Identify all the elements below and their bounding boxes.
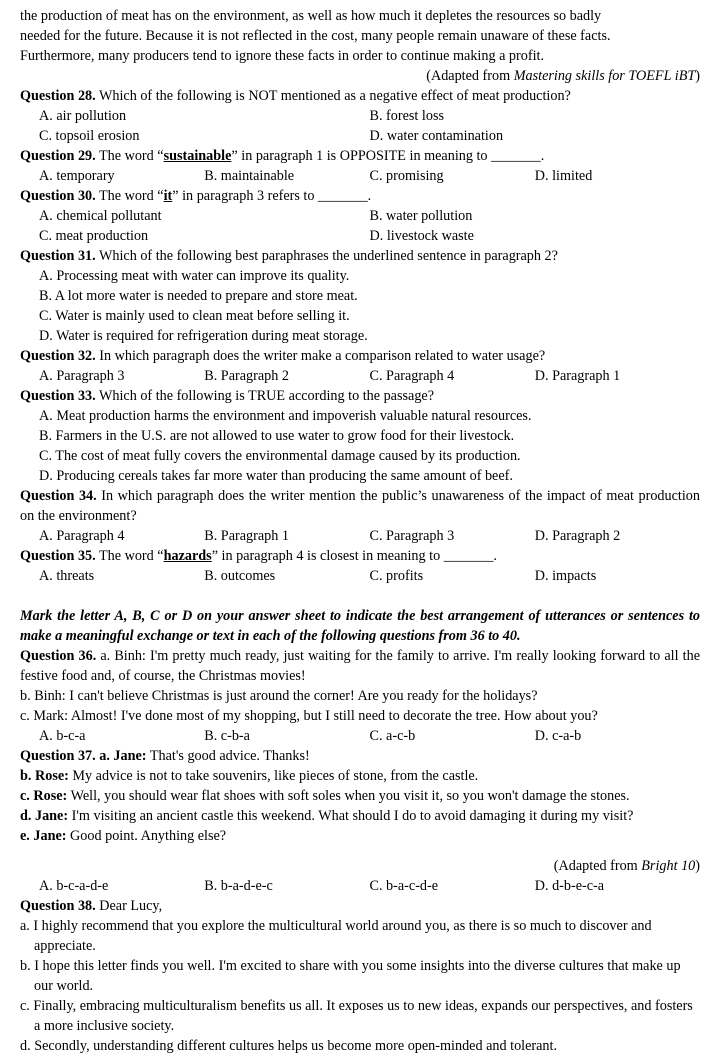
- option-c[interactable]: C. Paragraph 4: [369, 368, 455, 384]
- option-a[interactable]: A. chemical pollutant: [39, 208, 162, 224]
- question-32-stem: Question 32. In which paragraph does the writer make a comparison related to water usage?: [20, 348, 546, 364]
- underlined-word: hazards: [163, 548, 212, 564]
- question-30-options-row1: [20, 206, 700, 226]
- option-a[interactable]: A. b-c-a-d-e: [39, 878, 109, 894]
- option-a[interactable]: A. air pollution: [39, 108, 127, 124]
- question-30-options-row2: [20, 226, 700, 246]
- question-31-stem: Question 31. Which of the following best paraphrases the underlined sentence in paragraph 2?: [20, 248, 558, 264]
- option-b[interactable]: B. maintainable: [204, 168, 295, 184]
- option-b[interactable]: B. A lot more water is needed to prepare and store meat.: [39, 288, 358, 304]
- passage-line: the production of meat has on the environment, as well as how much it depletes the resources so badly: [20, 8, 602, 24]
- question-29-options: [20, 166, 700, 186]
- option-b[interactable]: B. Paragraph 1: [204, 528, 289, 544]
- option-b[interactable]: B. c-b-a: [204, 728, 250, 744]
- question-35-options: [20, 566, 700, 586]
- option-d[interactable]: D. Paragraph 2: [534, 528, 621, 544]
- option-d[interactable]: D. Water is required for refrigeration during meat storage.: [39, 328, 368, 344]
- passage-source: (Adapted from Mastering skills for TOEFL iBT): [426, 68, 700, 84]
- option-d[interactable]: D. water contamination: [369, 128, 504, 144]
- passage-line: needed for the future. Because it is not reflected in the cost, many people remain unaware of these facts.: [20, 28, 611, 44]
- question-29-stem: Question 29. The word “sustainable” in paragraph 1 is OPPOSITE in meaning to _______.: [20, 148, 545, 164]
- question-38-stem: Question 38. Dear Lucy,: [20, 898, 163, 914]
- question-30-stem: Question 30. The word “it” in paragraph 3 refers to _______.: [20, 188, 372, 204]
- option-a[interactable]: A. b-c-a: [39, 728, 86, 744]
- question-36-item-a: Question 36. a. Binh: I'm pretty much ready, just waiting for the family to arrive. I'm really looking forward to all the festive food and, of course, the Christmas movies!: [20, 648, 700, 684]
- question-36-options: [20, 726, 700, 746]
- option-a[interactable]: A. threats: [39, 568, 95, 584]
- question-32-options: [20, 366, 700, 386]
- underlined-word: it: [163, 188, 173, 204]
- option-d[interactable]: D. Paragraph 1: [534, 368, 621, 384]
- option-d[interactable]: D. limited: [534, 168, 593, 184]
- question-28-stem: Question 28. Which of the following is NOT mentioned as a negative effect of meat production?: [20, 88, 571, 104]
- option-c[interactable]: C. The cost of meat fully covers the environmental damage caused by its production.: [39, 448, 521, 464]
- option-b[interactable]: B. Farmers in the U.S. are not allowed to use water to grow food for their livestock.: [39, 428, 515, 444]
- question-34-options: [20, 526, 700, 546]
- question-36-item-c: c. Mark: Almost! I've done most of my shopping, but I still need to decorate the tree. How about you?: [20, 708, 598, 724]
- option-b[interactable]: B. b-a-d-e-c: [204, 878, 273, 894]
- question-28-options-row2: [20, 126, 700, 146]
- option-d[interactable]: D. impacts: [534, 568, 597, 584]
- option-a[interactable]: A. Meat production harms the environment and impoverish valuable natural resources.: [39, 408, 532, 424]
- option-b[interactable]: B. forest loss: [369, 108, 444, 124]
- option-d[interactable]: D. d-b-e-c-a: [534, 878, 605, 894]
- question-38-item-a: a. I highly recommend that you explore the multicultural world around you, as there is so much to discover and appreciate.: [20, 918, 652, 954]
- option-b[interactable]: B. Paragraph 2: [204, 368, 289, 384]
- option-c[interactable]: C. profits: [369, 568, 424, 584]
- question-37-item-c: c. Rose: Well, you should wear flat shoes with soft soles when you visit it, so you won't damage the stones.: [20, 788, 630, 804]
- question-37-item-d: d. Jane: I'm visiting an ancient castle this weekend. What should I do to avoid damaging it during my visit?: [20, 808, 634, 824]
- passage-line: Furthermore, many producers tend to ignore these facts in order to continue making a profit.: [20, 48, 544, 64]
- option-c[interactable]: C. Water is mainly used to clean meat before selling it.: [39, 308, 350, 324]
- question-38-item-d: d. Secondly, understanding different cultures helps us become more open-minded and tolerant.: [20, 1038, 558, 1054]
- question-37-source: (Adapted from Bright 10): [553, 858, 700, 874]
- question-38-item-b: b. I hope this letter finds you well. I'm excited to share with you some insights into the diverse cultures that make up our world.: [20, 958, 681, 994]
- option-d[interactable]: D. Producing cereals takes far more water than producing the same amount of beef.: [39, 468, 513, 484]
- option-a[interactable]: A. Processing meat with water can improve its quality.: [39, 268, 350, 284]
- option-d[interactable]: D. c-a-b: [534, 728, 582, 744]
- question-37-item-e: e. Jane: Good point. Anything else?: [20, 828, 227, 844]
- section-gap: [20, 586, 700, 606]
- section-instruction: Mark the letter A, B, C or D on your answer sheet to indicate the best arrangement of utterances or sentences to make a meaningful exchange or text in each of the following questions from 36 to 40.: [20, 608, 700, 644]
- question-36-item-b: b. Binh: I can't believe Christmas is just around the corner! Are you ready for the holidays?: [20, 688, 538, 704]
- option-c[interactable]: C. promising: [369, 168, 444, 184]
- option-a[interactable]: A. temporary: [39, 168, 115, 184]
- question-37-options: [20, 876, 700, 896]
- question-33-stem: Question 33. Which of the following is TRUE according to the passage?: [20, 388, 435, 404]
- question-38-item-c: c. Finally, embracing multiculturalism benefits us all. It exposes us to new ideas, expands our perspectives, and fosters a more inclusive society.: [20, 998, 693, 1034]
- option-c[interactable]: C. Paragraph 3: [369, 528, 455, 544]
- question-35-stem: Question 35. The word “hazards” in paragraph 4 is closest in meaning to _______.: [20, 548, 497, 564]
- option-a[interactable]: A. Paragraph 4: [39, 528, 125, 544]
- option-a[interactable]: A. Paragraph 3: [39, 368, 125, 384]
- question-37-item-b: b. Rose: My advice is not to take souvenirs, like pieces of stone, from the castle.: [20, 768, 479, 784]
- option-c[interactable]: C. b-a-c-d-e: [369, 878, 439, 894]
- option-c[interactable]: C. meat production: [39, 228, 149, 244]
- option-d[interactable]: D. livestock waste: [369, 228, 474, 244]
- option-b[interactable]: B. water pollution: [369, 208, 473, 224]
- option-c[interactable]: C. topsoil erosion: [39, 128, 140, 144]
- question-37-item-a: Question 37. a. Jane: That's good advice. Thanks!: [20, 748, 310, 764]
- underlined-word: sustainable: [163, 148, 232, 164]
- question-34-stem: Question 34. In which paragraph does the writer mention the public’s unawareness of the impact of meat production on the environment?: [20, 488, 700, 524]
- question-28-options-row1: [20, 106, 700, 126]
- option-b[interactable]: B. outcomes: [204, 568, 276, 584]
- option-c[interactable]: C. a-c-b: [369, 728, 416, 744]
